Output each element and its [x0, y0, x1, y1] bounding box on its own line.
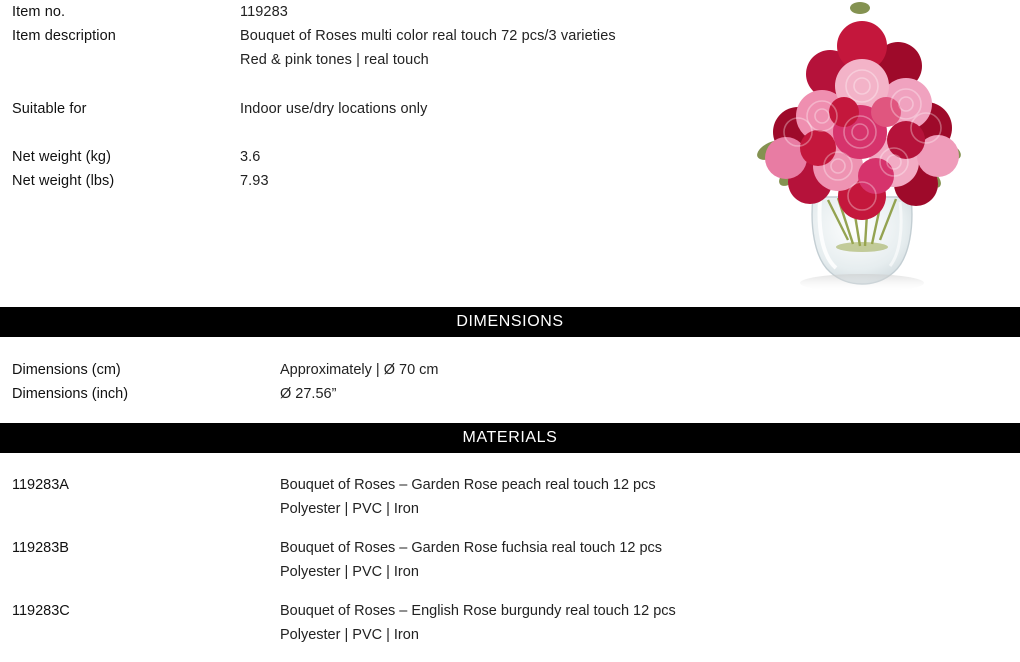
- spec-row-net-weight-kg: [0, 145, 720, 169]
- spec-label-suitable-for: Suitable for: [12, 101, 87, 117]
- dimensions-value-cm: Approximately | Ø 70 cm: [280, 362, 439, 378]
- section-header-dimensions: [0, 307, 1020, 337]
- materials-block: [0, 473, 1020, 662]
- spec-row-item-no: [0, 0, 720, 24]
- material-description: [280, 599, 676, 647]
- specification-block: [0, 0, 720, 193]
- spec-value-net-weight-kg: 3.6: [240, 149, 261, 165]
- material-composition: Polyester | PVC | Iron: [280, 627, 419, 643]
- material-code: 119283A: [12, 477, 69, 493]
- spec-label-item-description: Item description: [12, 28, 116, 44]
- spec-value-item-description-main: Bouquet of Roses multi color real touch 72 pcs/3 varieties: [240, 28, 616, 44]
- spacer-1: [0, 72, 720, 97]
- section-header-materials-label: MATERIALS: [462, 429, 558, 446]
- dimensions-label-cm: Dimensions (cm): [12, 362, 121, 378]
- spec-row-suitable-for: [0, 97, 720, 121]
- section-header-dimensions-label: DIMENSIONS: [456, 313, 564, 330]
- spec-value-net-weight-lbs: 7.93: [240, 173, 269, 189]
- dimensions-row-cm: [0, 358, 1020, 382]
- spec-value-item-no: [240, 0, 288, 24]
- material-description-main: Bouquet of Roses – Garden Rose fuchsia real touch 12 pcs: [280, 540, 663, 556]
- vase-shadow: [800, 274, 924, 292]
- spec-value-item-description-sub: Red & pink tones | real touch: [240, 52, 429, 68]
- material-description: [280, 473, 656, 521]
- material-description-main: Bouquet of Roses – Garden Rose peach real touch 12 pcs: [280, 477, 656, 493]
- material-code: 119283B: [12, 540, 69, 556]
- spec-value-suitable-for: Indoor use/dry locations only: [240, 101, 428, 117]
- product-image: [710, 0, 1010, 300]
- material-description-main: Bouquet of Roses – English Rose burgundy real touch 12 pcs: [280, 603, 676, 619]
- spec-row-net-weight-lbs: [0, 169, 720, 193]
- spec-row-item-description: [0, 24, 720, 72]
- spec-value-item-description: [240, 24, 616, 72]
- spec-label-net-weight-kg: Net weight (kg): [12, 149, 112, 165]
- material-description: [280, 536, 662, 584]
- material-composition: Polyester | PVC | Iron: [280, 501, 419, 517]
- dimensions-value-inch: Ø 27.56”: [280, 386, 337, 402]
- dimensions-row-inch: [0, 382, 1020, 406]
- spec-label-item-no: Item no.: [12, 4, 66, 20]
- dimensions-label-inch: Dimensions (inch): [12, 386, 129, 402]
- spec-value-item-no-main: 119283: [240, 4, 288, 20]
- dimensions-block: [0, 358, 1020, 406]
- bouquet-illustration: [710, 0, 1010, 300]
- spacer-2: [0, 121, 720, 145]
- rose-cluster: [765, 21, 959, 220]
- material-code: 119283C: [12, 603, 70, 619]
- section-header-materials: [0, 423, 1020, 453]
- spec-label-net-weight-lbs: Net weight (lbs): [12, 173, 115, 189]
- materials-row: [0, 473, 1020, 521]
- materials-row: [0, 599, 1020, 647]
- materials-row: [0, 536, 1020, 584]
- material-composition: Polyester | PVC | Iron: [280, 564, 419, 580]
